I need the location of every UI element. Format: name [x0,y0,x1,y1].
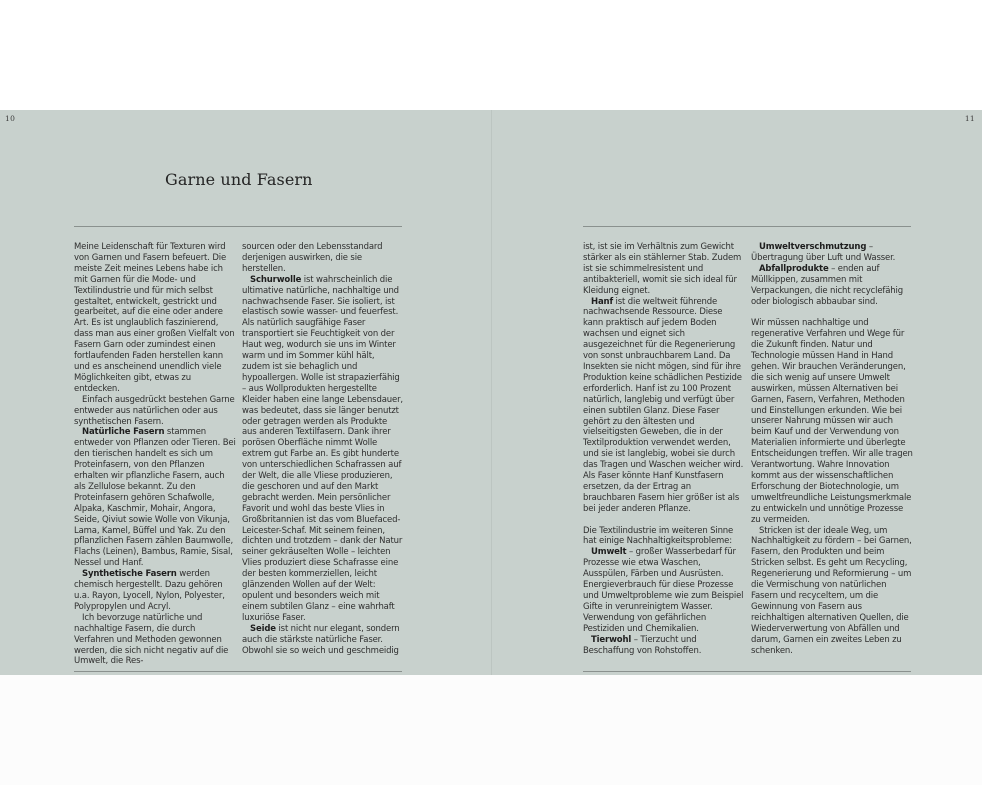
paragraph-waste: Abfallprodukte – enden auf Müllkippen, zusammen mit Verpackungen, die nicht recyclefähig oder biologisch abbaubar sind. [751,263,903,307]
paragraph-intro: Meine Leidenschaft für Texturen wird von Garnen und Fasern befeuert. Die meiste Zeit meines Lebens habe ich mit Garnen für die Mode- und Textilindustrie und für mich selbst gestaltet, entwickelt, gestrickt und gearbeitet, auf die eine oder andere Art. Es ist unglaublich faszinierend, dass man aus einer großen Vielfalt von Fasern Garn oder zumindest einen fortlaufenden Faden herstellen kann und es anscheinend unendlich viele Möglichkeiten gibt, etwas zu entdecken. [74,242,235,394]
bottom-rule-left-page [74,671,402,672]
paragraph-animal-welfare: Tierwohl – Tierzucht und Beschaffung von Rohstoffen. [583,634,702,656]
text-column-4 [751,242,913,656]
term-pollution: Umweltverschmutzung [759,242,867,252]
term-silk: Seide [250,623,276,634]
paragraph-wool: Schurwolle ist wahrscheinlich die ultimative natürliche, nachhaltige und nachwachsende Faser. Sie isoliert, ist elastisch sowie wasser- und feuerfest. Als natürlich saugfähige Faser transportiert sie Feuchtigkeit von der Haut weg, wodurch sie uns im Winter warm und im Sommer kühl hält, zudem ist sie behaglich und hypoallergen. Wolle ist strapazierfähig – aus Wollprodukten hergestellte Kleider haben eine lange Lebensdauer, was bedeutet, dass sie länger benutzt oder getragen werden als Produkte aus anderen Textilfasern. Dank ihrer porösen Oberfläche nimmt Wolle extrem gut Farbe an. Es gibt hunderte von unterschiedlichen Schafrassen auf der Welt, die alle Vliese produzieren, die geschoren und auf den Markt gebracht werden. Mein persönlicher Favorit und wohl das beste Vlies in Großbritannien ist das vom Bluefaced-Leicester-Schaf. Mit seinem feinen, dichten und trotzdem – dank der Natur seiner gekräuselten Wolle – leichten Vlies produziert diese Schafrasse eine der besten kommerziellen, leicht glänzenden Wollen auf der Welt: opulent und besonders weich mit einem subtilen Glanz – eine wahrhaft luxuriöse Faser. [242,274,403,623]
term-hemp: Hanf [591,296,613,307]
paragraph-pollution: Umweltverschmutzung – Übertragung über Luft und Wasser. [751,242,896,263]
term-waste: Abfallprodukte [759,263,829,274]
paragraph-silk: Seide ist nicht nur elegant, sondern auch die stärkste natürliche Faser. Obwohl sie so weich und geschmeidig [242,623,400,656]
term-synthetic-fibres: Synthetische Fasern [82,569,177,580]
book-spread [0,110,982,675]
paragraph-summary: Einfach ausgedrückt bestehen Garne entweder aus natürlichen oder aus synthetischen Fasern. [74,394,235,427]
text-column-1 [74,242,236,667]
paragraph-continuation-silk: ist, ist sie im Verhältnis zum Gewicht stärker als ein stählerner Stab. Zudem ist sie schimmelresistent und antibakteriell, womit sie sich ideal für Kleidung eignet. [583,242,742,296]
page-number-right: 11 [964,114,975,123]
page-title: Garne und Fasern [165,170,313,189]
bottom-rule-right-page [583,671,911,672]
paragraph-future: Wir müssen nachhaltige und regenerative Verfahren und Wege für die Zukunft finden. Natur und Technologie müssen Hand in Hand gehen. Wir brauchen Veränderungen, die sich wenig auf unsere Umwelt auswirken, müssen Alternativen bei Garnen, Fasern, Verfahren, Methoden und Einstellungen erkunden. Wie bei unserer Nahrung müssen wir auch beim Kauf und der Verwendung von Materialien informierte und überlegte Entscheidungen treffen. Wir alle tragen Verantwortung. Wahre Innovation kommt aus der wissenschaftlichen Erforschung der Biotechnologie, um umweltfreundliche Leistungsmerkmale zu entwickeln und unnötige Prozesse zu vermeiden. [751,318,913,525]
page-background-bottom [0,675,982,785]
page-number-left: 10 [5,114,16,123]
top-rule-left-page [74,226,402,227]
term-animal-welfare: Tierwohl [591,634,632,645]
paragraph-environment: Umwelt – großer Wasserbedarf für Prozesse wie etwa Waschen, Ausspülen, Färben und Ausrüsten. Energieverbrauch für diese Prozesse und Umweltprobleme wie zum Beispiel Gifte in verunreinigtem Wasser. Verwendung von gefährlichen Pestiziden und Chemikalien. [583,547,744,634]
paragraph-natural-fibres: Natürliche Fasern stammen entweder von Pflanzen oder Tieren. Bei den tierischen handelt es sich um Proteinfasern, von den Pflanzen erhalten wir pflanzliche Fasern, auch als Zellulose bekannt. Zu den Proteinfasern gehören Schafwolle, Alpaka, Kaschmir, Mohair, Angora, Seide, Qiviut sowie Wolle von Vikunja, Lama, Kamel, Büffel und Yak. Zu den pflanzlichen Fasern zählen Baumwolle, Flachs (Leinen), Bambus, Ramie, Sisal, Nessel und Hanf. [74,427,236,569]
text-column-2 [242,242,404,656]
paragraph-knitting: Stricken ist der ideale Weg, um Nachhaltigkeit zu fördern – bei Garnen, Fasern, den Produkten und beim Stricken selbst. Es geht um Recycling, Regenerierung und Reformierung – um die Vermischung von natürlichen Fasern und recyceltem, um die Gewinnung von Fasern aus reichhaltigen alternativen Quellen, die Wiederverwertung von Abfällen und darum, Garnen ein zweites Leben zu schenken. [751,525,912,656]
term-environment: Umwelt [591,547,627,558]
term-wool: Schurwolle [250,274,302,285]
paragraph-synthetic-fibres: Synthetische Fasern werden chemisch hergestellt. Dazu gehören u.a. Rayon, Lyocell, Nylon, Polyester, Polypropylen und Acryl. [74,569,225,612]
page-gutter [491,110,492,675]
paragraph-preference: Ich bevorzuge natürliche und nachhaltige Fasern, die durch Verfahren und Methoden gewonnen werden, die sich nicht negativ auf die Umwelt, die Res- [74,612,229,667]
term-natural-fibres: Natürliche Fasern [82,427,165,438]
paragraph-problems-intro: Die Textilindustrie im weiteren Sinne hat einige Nachhaltigkeitsprobleme: [583,525,734,547]
paragraph-continuation: sourcen oder den Lebensstandard derjenigen auswirken, die sie herstellen. [242,242,383,274]
top-rule-right-page [583,226,911,227]
paragraph-hemp: Hanf ist die weltweit führende nachwachsende Ressource. Diese kann praktisch auf jedem Boden wachsen und eignet sich ausgezeichnet für die Regenerierung von sonst unbrauchbarem Land. Da Insekten sie nicht mögen, sind für ihre Produktion keine schädlichen Pestizide erforderlich. Hanf ist zu 100 Prozent natürlich, langlebig und verfügt über einen subtilen Glanz. Diese Faser gehört zu den ältesten und vielseitigsten Geweben, die in der Textilproduktion verwendet werden, und sie ist langlebig, wobei sie durch das Tragen und Waschen weicher wird. Als Faser könnte Hanf Kunstfasern ersetzen, da der Ertrag an brauchbaren Fasern hier größer ist als bei jeder anderen Pflanze. [583,296,744,514]
text-column-3 [583,242,745,656]
